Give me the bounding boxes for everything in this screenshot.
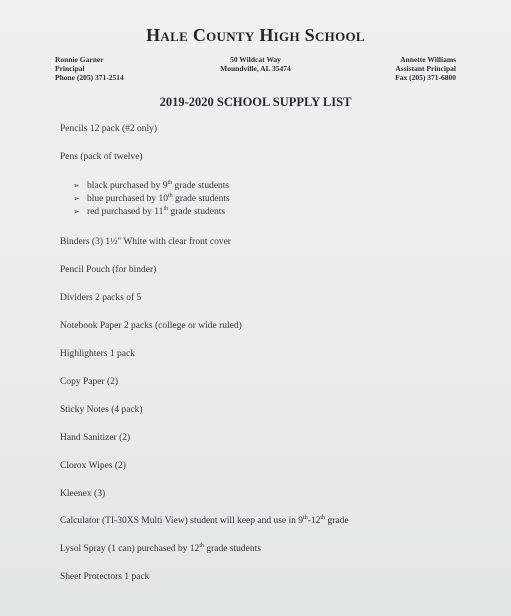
- item-sticky-notes: Sticky Notes (4 pack): [60, 405, 143, 415]
- item-pens: Pens (pack of twelve): [60, 152, 143, 162]
- list-title: 2019-2020 SCHOOL SUPPLY LIST: [159, 95, 352, 109]
- assistant-principal-contact: [395, 55, 456, 82]
- item-binders: Binders (3) 1½" White with clear front cover: [60, 237, 231, 247]
- principal-title: Principal: [55, 64, 85, 73]
- address-street: 50 Wildcat Way: [230, 55, 281, 64]
- item-sheet-protectors: Sheet Protectors 1 pack: [60, 572, 150, 582]
- item-clorox-wipes: Clorox Wipes (2): [60, 461, 126, 471]
- address-city: Moundville, AL 35474: [220, 64, 291, 73]
- principal-name: Ronnie Garner: [55, 55, 104, 64]
- item-pencils: Pencils 12 pack (#2 only): [60, 124, 158, 134]
- item-dividers: Dividers 2 packs of 5: [60, 293, 142, 303]
- item-calculator: Calculator (TI-30XS Multi View) student will keep and use in 9th-12th grade: [60, 514, 349, 526]
- item-lysol-spray: Lysol Spray (1 can) purchased by 12th grade students: [60, 542, 261, 554]
- item-kleenex: Kleenex (3): [60, 489, 106, 499]
- pen-color-name: black: [87, 181, 108, 191]
- pen-color-item-red: ➢ red purchased by 11th grade students: [73, 205, 226, 217]
- item-pencil-pouch: Pencil Pouch (for binder): [60, 265, 157, 275]
- item-highlighters: Highlighters 1 pack: [60, 349, 135, 359]
- school-name: Hale County High School: [146, 25, 365, 45]
- pen-color-list: [73, 180, 230, 219]
- arrowhead-bullet-icon: ➢: [73, 207, 80, 216]
- item-copy-paper: Copy Paper (2): [60, 377, 119, 387]
- pen-color-item-blue: ➢ blue purchased by 10th grade students: [73, 192, 230, 204]
- pen-color-name: red: [87, 207, 100, 217]
- item-hand-sanitizer: Hand Sanitizer (2): [60, 433, 131, 443]
- arrowhead-bullet-icon: ➢: [73, 181, 80, 190]
- assistant-principal-fax: Fax (205) 371-6800: [395, 73, 456, 82]
- item-notebook-paper: Notebook Paper 2 packs (college or wide ruled): [60, 321, 242, 331]
- principal-phone: Phone (205) 371-2514: [55, 73, 124, 82]
- assistant-principal-name: Annette Williams: [400, 55, 456, 64]
- assistant-principal-title: Assistant Principal: [395, 64, 456, 73]
- pen-color-item-black: ➢ black purchased by 9th grade students: [73, 179, 230, 191]
- pen-color-name: blue: [87, 194, 104, 204]
- arrowhead-bullet-icon: ➢: [73, 194, 80, 203]
